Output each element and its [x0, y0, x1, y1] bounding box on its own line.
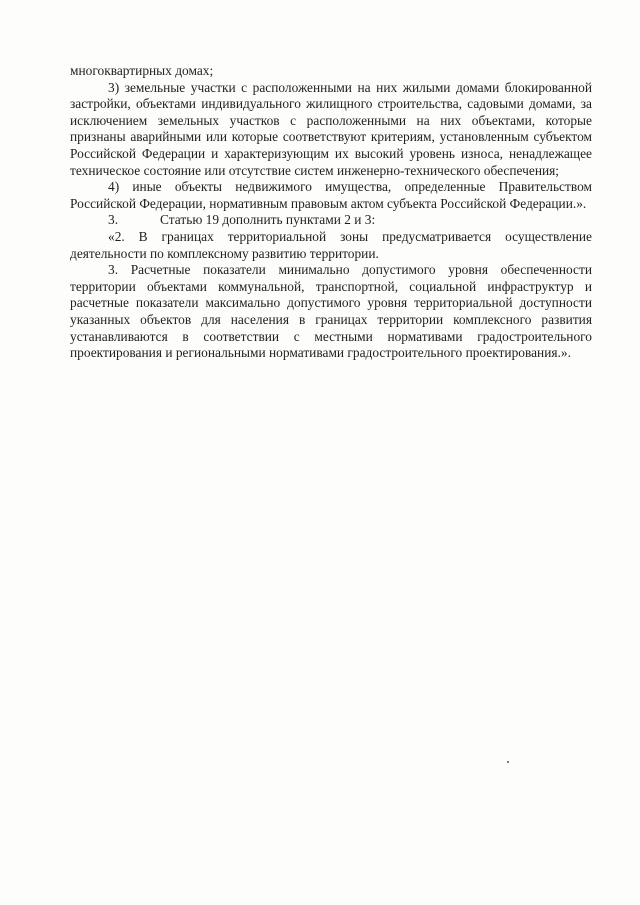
paragraph-point-3: 3. Расчетные показатели минимально допустимого уровня обеспеченности территории объектами коммунальной, транспортной, социальной инфраструктур и расчетные показатели максимально допустимого уровня территориальной доступности указанных объектов для населения в границах территории комплексного развития устанавливаются в соответствии с местными нормативами градостроительного проектирования и региональными нормативами градостроительного проектирования.».: [70, 262, 592, 361]
document-body: [70, 63, 592, 362]
paragraph-item-3-land-plots: 3) земельные участки с расположенными на них жилыми домами блокированной застройки, объектами индивидуального жилищного строительства, садовыми домами, за исключением земельных участков с расположенными на них объектами, которые признаны аварийными или которые соответствуют критериям, установленным субъектом Российской Федерации и характеризующим их высокий уровень износа, ненадлежащее техническое состояние или отсутствие систем инженерно-технического обеспечения;: [70, 79, 592, 178]
paragraph-section-3: [70, 212, 592, 229]
paragraph-item-4-other-objects: 4) иные объекты недвижимого имущества, определенные Правительством Российской Федерации, нормативным правовым актом субъекта Российской Федерации.».: [70, 179, 592, 211]
paragraph-point-2: «2. В границах территориальной зоны предусматривается осуществление деятельности по комплексному развитию территории.: [70, 228, 592, 261]
paragraph-continuation: многоквартирных домах;: [70, 63, 214, 78]
section-3-text: Статью 19 дополнить пунктами 2 и 3:: [160, 212, 376, 228]
scan-speck: [507, 761, 509, 763]
section-3-number: 3.: [108, 212, 119, 228]
